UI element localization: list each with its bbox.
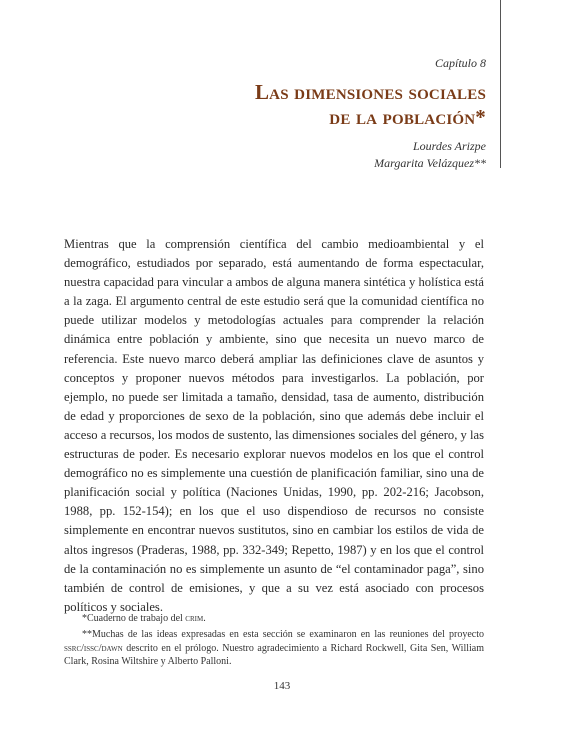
- footnote-2: [64, 628, 484, 668]
- footnote-1-end: .: [203, 613, 206, 624]
- footnote-2-end: descrito en el prólogo. Nuestro agradecimiento a Richard Rockwell, Gita Sen, William Clark, Rosina Wiltshire y Alberto Palloni.: [64, 642, 484, 668]
- chapter-title-line-2: de la población*: [329, 105, 486, 129]
- chapter-label: Capítulo 8: [434, 56, 486, 70]
- footnote-1-org: crim: [185, 613, 204, 624]
- author-2: Margarita Velázquez**: [374, 156, 486, 170]
- page-number: 143: [273, 680, 291, 692]
- footnotes: [64, 612, 484, 669]
- body-paragraph: Mientras que la comprensión científica del cambio medioambiental y el demográfico, estudiados por separado, está aumentando de forma espectacular, nuestra capacidad para vincular a ambos de alguna manera sintética y holística está a la zaga. El argumento central de este estudio será que la comunidad científica no puede utilizar modelos y metodologías actuales para comprender la relación dinámica entre población y ambiente, sino que necesita un nuevo marco de referencia. Este nuevo marco deberá ampliar las definiciones clave de asuntos y conceptos y proponer nuevos métodos para investigarlos. La población, por ejemplo, no puede ser limitada a tamaño, densidad, tasa de aumento, distribución de edad y proporciones de sexo de la población, sino que además debe incluir el acceso a recursos, los modos de sustento, las dimensiones sociales del género, y las estructuras de poder. Es necesario explorar nuevos modelos en los que el control demográfico no es simplemente una cuestión de planificación familiar, sino una de planificación social y política (Naciones Unidas, 1990, pp. 202-216; Jacobson, 1988, pp. 152-154); en los que el uso dispendioso de recursos no consiste simplemente en encontrar nuevos sustitutos, sino en cambiar los estilos de vida de altos ingresos (Praderas, 1988, pp. 332-349; Repetto, 1987) y en los que el control de la contaminación no es simplemente un asunto de “el contaminador paga”, sino también de control de emisiones, y que a su vez está asociado con procesos políticos y sociales.: [64, 237, 484, 614]
- chapter-title: [106, 80, 486, 130]
- authors: [374, 138, 486, 172]
- chapter-title-line-1: Las dimensiones sociales: [254, 80, 486, 104]
- footnote-1-text: *Cuaderno de trabajo del: [82, 613, 186, 624]
- footnote-2-text: **Muchas de las ideas expresadas en esta sección se examinaron en las reuniones del proyecto: [82, 629, 484, 641]
- margin-rule: [500, 0, 501, 168]
- footnote-1: [82, 612, 484, 625]
- footnote-2-org: ssrc/issc/dawn: [64, 642, 123, 654]
- author-1: Lourdes Arizpe: [412, 139, 486, 153]
